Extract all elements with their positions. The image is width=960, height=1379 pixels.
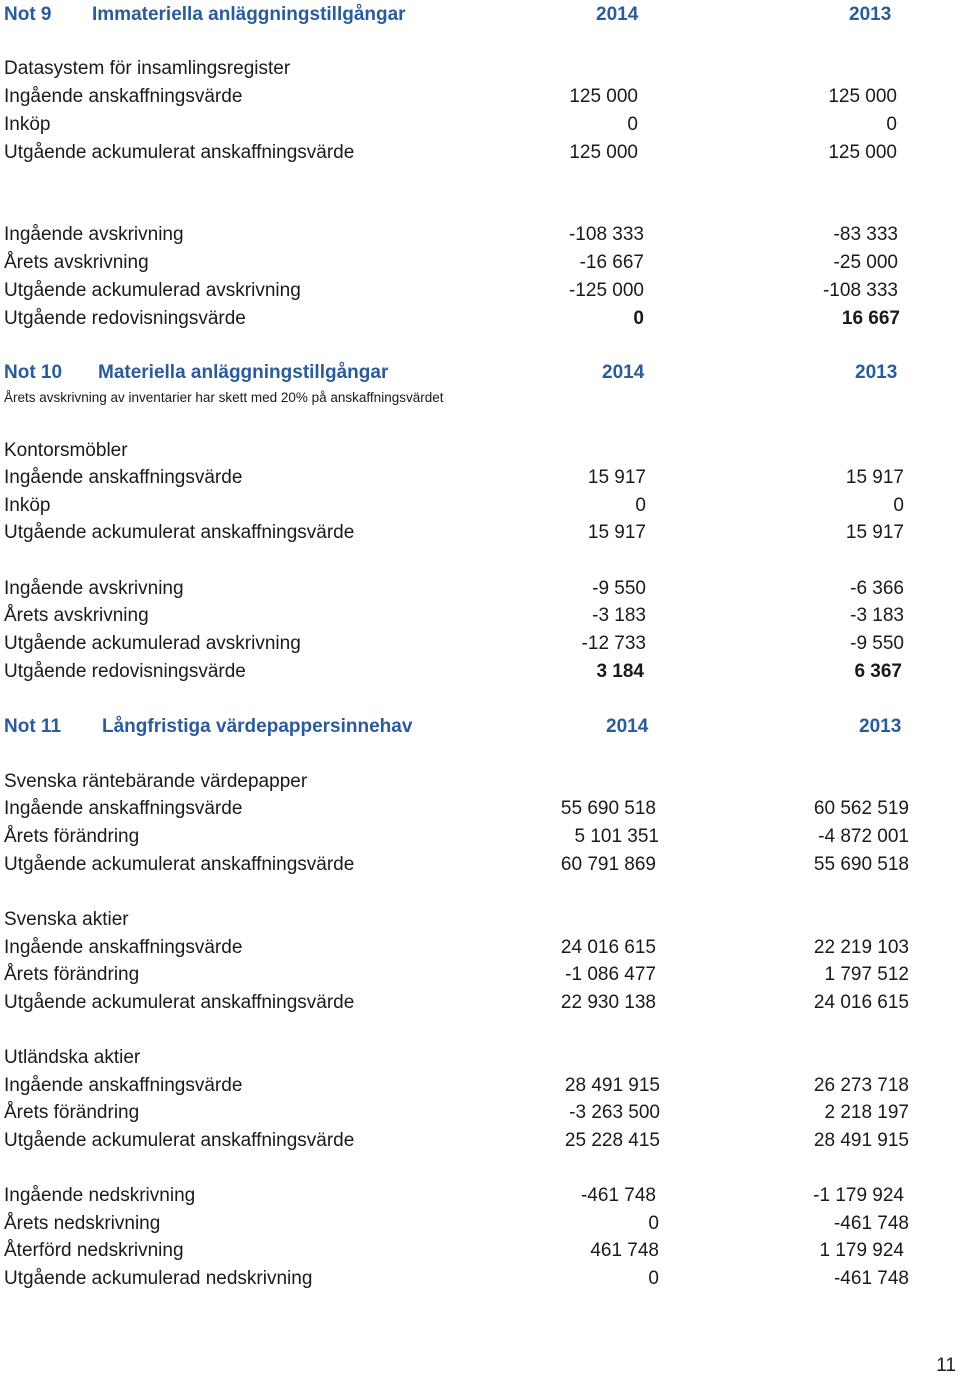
table-row [4,631,914,657]
value-2014: 0 [627,114,638,135]
row-label: Utgående ackumulerat anskaffningsvärde [4,854,355,875]
value-2014: -3 263 500 [569,1102,660,1123]
subsection-title: Svenska aktier [4,909,129,930]
value-2013: -4 872 001 [818,826,909,847]
row-label: Årets avskrivning [4,252,149,273]
table-row [4,278,914,304]
value-2014: 5 101 351 [574,826,659,847]
table-row [4,1238,914,1264]
value-2014: -3 183 [592,605,646,626]
table-row-total [4,659,914,685]
value-2013: 16 667 [841,308,900,329]
year-header-previous: 2013 [855,362,898,383]
row-label: Ingående anskaffningsvärde [4,1075,243,1096]
table-row [4,796,914,822]
table-row [4,990,914,1016]
value-2014: -108 333 [568,224,644,245]
note-number: Not 10 [4,362,63,383]
table-row [4,222,914,248]
row-label: Inköp [4,495,51,516]
value-2014: 0 [648,1213,659,1234]
value-2014: 60 791 869 [560,854,656,875]
value-2013: 125 000 [828,142,897,163]
row-label: Årets avskrivning [4,605,149,626]
value-2013: 60 562 519 [813,798,909,819]
value-2013: 28 491 915 [813,1130,909,1151]
value-2013: 15 917 [845,467,904,488]
table-row [4,962,914,988]
table-row [4,1266,914,1292]
note-number: Not 11 [4,716,62,737]
table-row [4,1128,914,1154]
table-row [4,603,914,629]
value-2014: 15 917 [587,467,646,488]
value-2014: 22 930 138 [560,992,656,1013]
row-label: Ingående avskrivning [4,224,184,245]
value-2013: 0 [886,114,897,135]
value-2013: -83 333 [833,224,898,245]
row-label: Utgående ackumulerad nedskrivning [4,1268,313,1289]
subsection-title: Utländska aktier [4,1047,141,1068]
table-row [4,493,914,519]
table-row [4,112,914,138]
value-2013: 2 218 197 [824,1102,909,1123]
subsection-title: Datasystem för insamlingsregister [4,58,291,79]
value-2014: 25 228 415 [564,1130,660,1151]
note-title: Långfristiga värdepappersinnehav [102,716,413,737]
row-label: Årets nedskrivning [4,1213,161,1234]
value-2014: 15 917 [587,522,646,543]
row-label: Ingående avskrivning [4,578,184,599]
value-2014: 24 016 615 [560,937,656,958]
row-label: Årets förändring [4,826,140,847]
value-2013: 1 179 924 [819,1240,904,1261]
value-2014: -461 748 [580,1185,656,1206]
value-2013: -1 179 924 [813,1185,904,1206]
table-row-total [4,306,914,332]
row-label: Årets förändring [4,964,140,985]
note-9-heading [4,1,914,29]
year-header-previous: 2013 [859,716,902,737]
value-2014: -125 000 [568,280,644,301]
value-2014: 0 [633,308,644,329]
value-2014: -1 086 477 [565,964,656,985]
value-2014: 3 184 [596,661,644,682]
table-row [4,1183,914,1209]
row-label: Ingående nedskrivning [4,1185,196,1206]
value-2013: 26 273 718 [813,1075,909,1096]
value-2013: 24 016 615 [813,992,909,1013]
note-number: Not 9 [4,4,52,25]
row-label: Utgående redovisningsvärde [4,308,246,329]
value-2013: 15 917 [845,522,904,543]
table-row [4,576,914,602]
row-label: Utgående ackumulerat anskaffningsvärde [4,1130,355,1151]
row-label: Ingående anskaffningsvärde [4,467,243,488]
table-row [4,140,914,166]
note-title: Immateriella anläggningstillgångar [92,4,406,25]
value-2014: -9 550 [592,578,646,599]
table-row [4,852,914,878]
row-label: Utgående ackumulerat anskaffningsvärde [4,142,355,163]
value-2013: -25 000 [833,252,898,273]
row-label: Utgående ackumulerad avskrivning [4,280,301,301]
row-label: Ingående anskaffningsvärde [4,937,243,958]
value-2014: 0 [635,495,646,516]
value-2014: 28 491 915 [564,1075,660,1096]
table-row [4,935,914,961]
year-header-previous: 2013 [849,4,892,25]
year-header-current: 2014 [596,4,639,25]
subsection-title: Kontorsmöbler [4,440,128,461]
value-2013: -9 550 [850,633,904,654]
value-2013: 22 219 103 [813,937,909,958]
year-header-current: 2014 [602,362,645,383]
row-label: Återförd nedskrivning [4,1240,184,1261]
value-2014: 0 [648,1268,659,1289]
table-row [4,250,914,276]
row-label: Utgående ackumulerat anskaffningsvärde [4,992,355,1013]
table-row [4,1073,914,1099]
table-row [4,1100,914,1126]
subsection-title: Svenska räntebärande värdepapper [4,771,308,792]
value-2014: -12 733 [581,633,646,654]
table-row [4,84,914,110]
table-row [4,824,914,850]
year-header-current: 2014 [606,716,649,737]
row-label: Inköp [4,114,51,135]
note-title: Materiella anläggningstillgångar [98,362,389,383]
row-label: Ingående anskaffningsvärde [4,86,243,107]
value-2013: -6 366 [850,578,904,599]
value-2013: 125 000 [828,86,897,107]
table-row [4,465,914,491]
value-2014: 55 690 518 [560,798,656,819]
value-2014: 125 000 [569,142,638,163]
page-number: 11 [936,1355,956,1376]
row-label: Utgående redovisningsvärde [4,661,246,682]
value-2013: -461 748 [833,1213,909,1234]
note-description: Årets avskrivning av inventarier har skett med 20% på anskaffningsvärdet [4,390,444,405]
table-row [4,1211,914,1237]
value-2013: 6 367 [854,661,902,682]
value-2013: -461 748 [833,1268,909,1289]
value-2014: 461 748 [590,1240,659,1261]
value-2013: 0 [893,495,904,516]
value-2013: -3 183 [850,605,904,626]
row-label: Utgående ackumulerad avskrivning [4,633,301,654]
note-10-heading [4,359,914,387]
table-row [4,520,914,546]
row-label: Årets förändring [4,1102,140,1123]
note-11-heading [4,713,914,741]
value-2013: -108 333 [822,280,898,301]
value-2014: 125 000 [569,86,638,107]
row-label: Utgående ackumulerat anskaffningsvärde [4,522,355,543]
value-2014: -16 667 [579,252,644,273]
value-2013: 55 690 518 [813,854,909,875]
value-2013: 1 797 512 [824,964,909,985]
row-label: Ingående anskaffningsvärde [4,798,243,819]
